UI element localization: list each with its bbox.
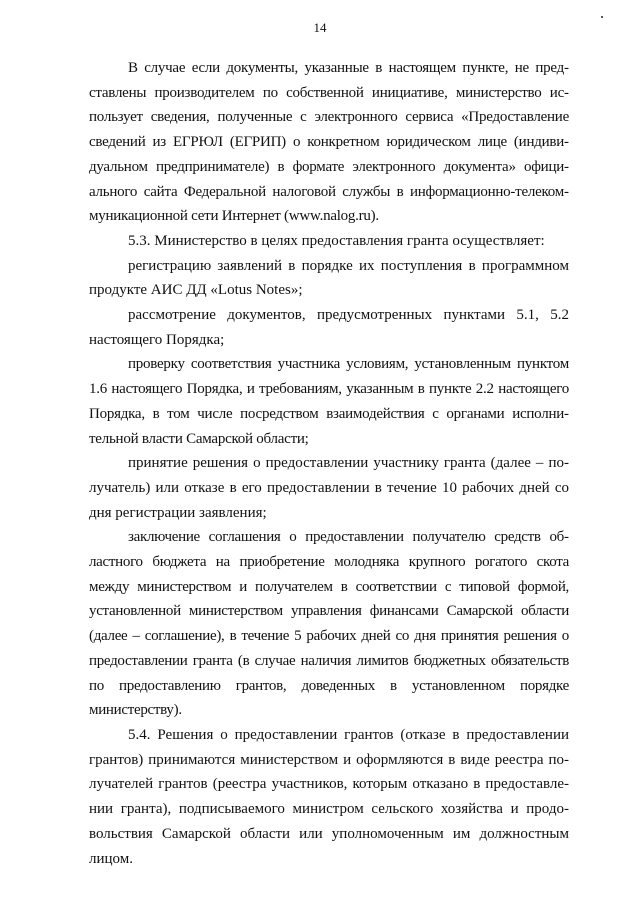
paragraph-review-documents: рассмотрение документов, предусмотренных пунктами 5.1, 5.2 настоящего Порядка; (89, 307, 569, 348)
paragraph-5-4-decisions: 5.4. Решения о предоставлении грантов (отказе в предоставлении грантов) принимаются министерством и оформляются в виде реестра получателей грантов (реестра участников, которым отказано в предоставлении гранта), подписываемого министром сельского хозяйства и продовольствия Самарской области или уполномоченным им должностным лицом. (89, 726, 569, 867)
scan-speck (601, 16, 603, 18)
page-number: 14 (313, 20, 327, 35)
paragraph-egrul-info: В случае если документы, указанные в настоящем пункте, не представлены производителем по собственной инициативе, министерство использует сведения, полученные с электронного сервиса «Предоставление сведений из ЕГРЮЛ (ЕГРИП) о конкретном юридическом лице (индивидуальном предпринимателе) в формате электронного документа» официального сайта Федеральной налоговой службы в информационно-телекоммуникационной сети Интернет (www.nalog.ru). (89, 60, 569, 225)
paragraph-decision: принятие решения о предоставлении участнику гранта (далее – получатель) или отказе в его предоставлении в течение 10 рабочих дней со дня регистрации заявления; (89, 455, 569, 521)
paragraph-agreement: заключение соглашения о предоставлении получателю средств областного бюджета на приобретение молодняка крупного рогатого скота между министерством и получателем в соответствии с типовой формой, установленной министерством управления финансами Самарской области (далее – соглашение), в течение 5 рабочих дней со дня принятия решения о предоставлении гранта (в случае наличия лимитов бюджетных обязательств по предоставлению грантов, доведенных в установленном порядке министерству). (89, 529, 569, 719)
document-body (89, 56, 569, 871)
paragraph-compliance-check: проверку соответствия участника условиям, установленным пунктом 1.6 настоящего Порядка, и требованиям, указанным в пункте 2.2 настоящего Порядка, в том числе посредством взаимодействия с органами исполнительной власти Самарской области; (89, 356, 569, 447)
paragraph-5-3-heading: 5.3. Министерство в целях предоставления гранта осуществляет: (128, 232, 545, 249)
paragraph-registration: регистрацию заявлений в порядке их поступления в программном продукте АИС ДД «Lotus Notes»; (89, 257, 569, 299)
